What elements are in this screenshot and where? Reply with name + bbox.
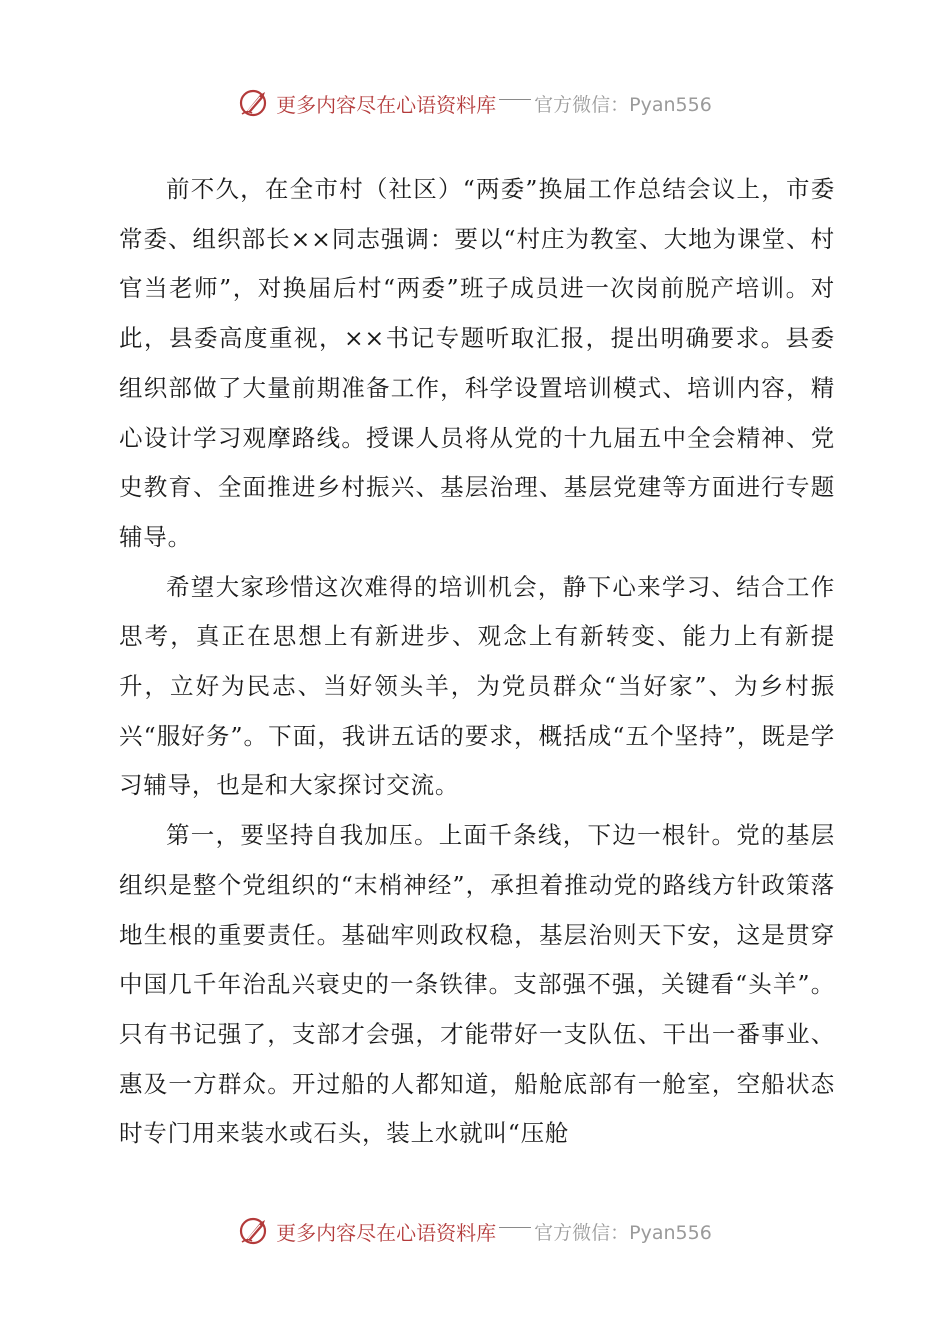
footer-separator	[499, 1227, 531, 1228]
pen-nib-icon	[238, 86, 272, 120]
footer-banner-text: 更多内容尽在心语资料库	[276, 1220, 497, 1245]
document-body	[119, 165, 835, 1159]
paragraph-3: 第一，要坚持自我加压。上面千条线，下边一根针。党的基层组织是整个党组织的“末梢神经”，承担着推动党的路线方针政策落地生根的重要责任。基础牢则政权稳，基层治则天下安，这是贯穿中国几千年治乱兴衰史的一条铁律。支部强不强，关键看“头羊”。只有书记强了，支部才会强，才能带好一支队伍、干出一番事业、惠及一方群众。开过船的人都知道，船舱底部有一舱室，空船状态时专门用来装水或石头，装上水就叫“压舱	[119, 821, 835, 1148]
paragraph-2: 希望大家珍惜这次难得的培训机会，静下心来学习、结合工作思考，真正在思想上有新进步、观念上有新转变、能力上有新提升，立好为民志、当好领头羊，为党员群众“当好家”、为乡村振兴“服好务”。下面，我讲五话的要求，概括成“五个坚持”，既是学习辅导，也是和大家探讨交流。	[119, 572, 835, 800]
paragraph-1: 前不久，在全市村（社区）“两委”换届工作总结会议上，市委常委、组织部长××同志强调：要以“村庄为教室、大地为课堂、村官当老师”，对换届后村“两委”班子成员进一次岗前脱产培训。对此，县委高度重视，××书记专题听取汇报，提出明确要求。县委组织部做了大量前期准备工作，科学设置培训模式、培训内容，精心设计学习观摩路线。授课人员将从党的十九届五中全会精神、党史教育、全面推进乡村振兴、基层治理、基层党建等方面进行专题辅导。	[119, 175, 835, 551]
header-banner	[0, 83, 950, 123]
header-separator	[499, 99, 531, 100]
header-contact: 官方微信：Pyan556	[534, 93, 712, 116]
pen-nib-icon	[238, 1214, 272, 1248]
footer-banner	[0, 1211, 950, 1251]
footer-contact: 官方微信：Pyan556	[534, 1221, 712, 1244]
header-banner-text: 更多内容尽在心语资料库	[276, 92, 497, 117]
